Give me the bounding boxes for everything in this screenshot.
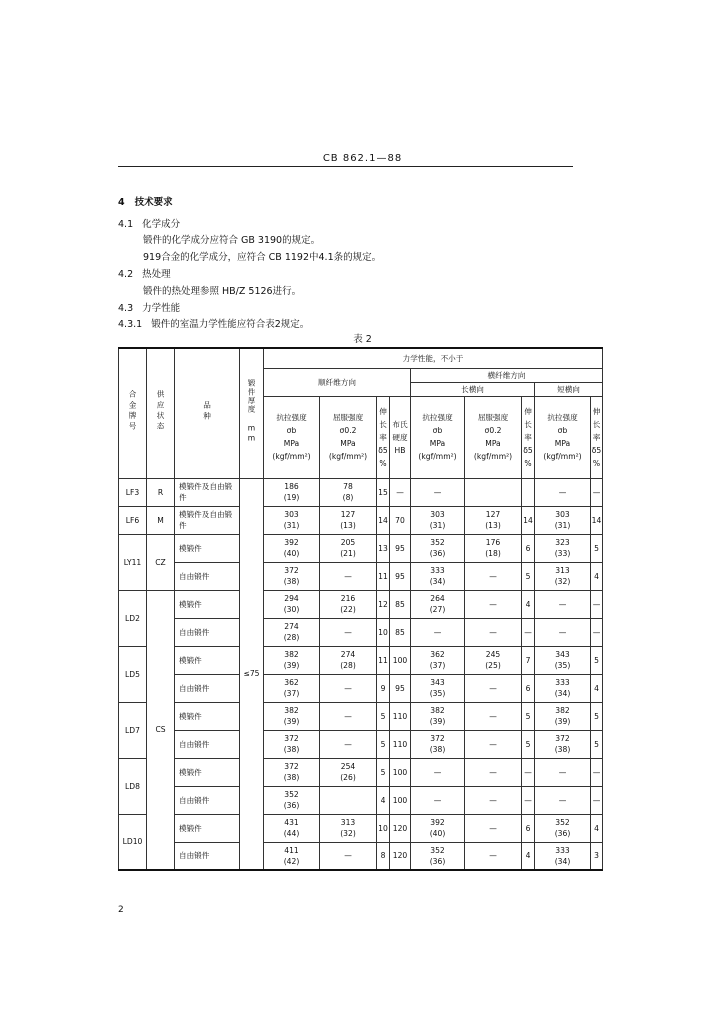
- p-hb-cell: 85: [390, 590, 411, 618]
- product-cell: 自由锻件: [175, 674, 240, 702]
- l-yield-cell: 127 (13): [465, 506, 522, 534]
- l-elong-cell: —: [522, 618, 535, 646]
- s-elong-cell: 3: [591, 842, 603, 870]
- l-yield-cell: 245 (25): [465, 646, 522, 674]
- s-elong-cell: 5: [591, 702, 603, 730]
- p-hb-cell: —: [390, 478, 411, 506]
- p-elong-cell: 14: [377, 506, 390, 534]
- p-tensile-cell: 411 (42): [264, 842, 320, 870]
- s-elong-cell: 4: [591, 814, 603, 842]
- l-tensile-cell: 343 (35): [411, 674, 465, 702]
- alloy-cell: LD8: [119, 758, 147, 814]
- clause-text: 919合金的化学成分，应符合 CB 1192中4.1条的规定。: [143, 252, 382, 263]
- clause-4-1: [118, 216, 180, 230]
- p-yield-cell: 274 (28): [320, 646, 377, 674]
- p-hb-cell: 100: [390, 786, 411, 814]
- l-tensile-cell: 303 (31): [411, 506, 465, 534]
- p-tensile-cell: 372 (38): [264, 562, 320, 590]
- clause-title: 热处理: [142, 269, 171, 280]
- s-elong-cell: 4: [591, 562, 603, 590]
- state-cell: CS: [147, 590, 175, 870]
- p-yield-cell: —: [320, 730, 377, 758]
- s-elong-header: 伸长率 δ5 %: [591, 396, 603, 478]
- p-tensile-header: 抗拉强度 σb MPa (kgf/mm²): [264, 396, 320, 478]
- table-row: [119, 758, 603, 786]
- product-cell: 自由锻件: [175, 786, 240, 814]
- p-elong-cell: 10: [377, 618, 390, 646]
- l-elong-cell: —: [522, 786, 535, 814]
- l-elong-cell: [522, 478, 535, 506]
- p-hb-cell: 95: [390, 562, 411, 590]
- mechanical-properties-table: [118, 347, 603, 871]
- product-cell: 自由锻件: [175, 842, 240, 870]
- p-yield-cell: —: [320, 674, 377, 702]
- l-elong-cell: 14: [522, 506, 535, 534]
- state-cell: R: [147, 478, 175, 506]
- p-hb-cell: 95: [390, 674, 411, 702]
- s-tensile-cell: —: [535, 478, 591, 506]
- table-row: [119, 534, 603, 562]
- l-tensile-cell: 264 (27): [411, 590, 465, 618]
- table-caption: 表 2: [353, 334, 372, 345]
- p-tensile-cell: 274 (28): [264, 618, 320, 646]
- l-tensile-cell: 362 (37): [411, 646, 465, 674]
- p-elong-cell: 5: [377, 702, 390, 730]
- l-tensile-cell: 382 (39): [411, 702, 465, 730]
- s-elong-cell: —: [591, 478, 603, 506]
- s-tensile-cell: 323 (33): [535, 534, 591, 562]
- col-product-header: 品种: [175, 348, 240, 478]
- s-tensile-cell: —: [535, 618, 591, 646]
- p-yield-cell: —: [320, 702, 377, 730]
- p-elong-cell: 8: [377, 842, 390, 870]
- product-cell: 自由锻件: [175, 618, 240, 646]
- p-hb-cell: 85: [390, 618, 411, 646]
- p-elong-cell: 11: [377, 646, 390, 674]
- p-hb-cell: 95: [390, 534, 411, 562]
- p-yield-cell: —: [320, 618, 377, 646]
- l-elong-cell: 6: [522, 534, 535, 562]
- s-elong-cell: 5: [591, 534, 603, 562]
- alloy-cell: LD2: [119, 590, 147, 646]
- l-tensile-cell: —: [411, 758, 465, 786]
- clause-4-3-1: [118, 316, 309, 330]
- s-tensile-cell: 333 (34): [535, 674, 591, 702]
- p-elong-cell: 4: [377, 786, 390, 814]
- l-yield-cell: —: [465, 562, 522, 590]
- l-tensile-cell: 392 (40): [411, 814, 465, 842]
- header-rule: [118, 166, 573, 167]
- p-hb-cell: 100: [390, 758, 411, 786]
- l-yield-cell: —: [465, 730, 522, 758]
- l-elong-cell: 6: [522, 674, 535, 702]
- l-yield-cell: [465, 478, 522, 506]
- cross-group-header: 横纤维方向: [411, 368, 603, 382]
- p-tensile-cell: 294 (30): [264, 590, 320, 618]
- table-row: [119, 730, 603, 758]
- clause-text: 锻件的热处理参照 HB/Z 5126进行。: [143, 286, 302, 297]
- s-elong-cell: —: [591, 618, 603, 646]
- p-yield-cell: 254 (26): [320, 758, 377, 786]
- p-tensile-cell: 303 (31): [264, 506, 320, 534]
- l-elong-cell: 6: [522, 814, 535, 842]
- alloy-cell: LD5: [119, 646, 147, 702]
- p-yield-cell: 313 (32): [320, 814, 377, 842]
- p-elong-cell: 5: [377, 730, 390, 758]
- p-yield-cell: —: [320, 842, 377, 870]
- short-group-header: 短横向: [535, 382, 603, 396]
- l-elong-cell: 4: [522, 842, 535, 870]
- table-row: [119, 562, 603, 590]
- s-elong-cell: 5: [591, 730, 603, 758]
- p-tensile-cell: 372 (38): [264, 758, 320, 786]
- l-yield-cell: 176 (18): [465, 534, 522, 562]
- l-elong-cell: 5: [522, 702, 535, 730]
- p-yield-cell: [320, 786, 377, 814]
- l-tensile-cell: 352 (36): [411, 534, 465, 562]
- p-hb-cell: 110: [390, 730, 411, 758]
- page-number: 2: [118, 905, 124, 915]
- section-number: 4: [118, 197, 125, 208]
- s-tensile-header: 抗拉强度 σb MPa (kgf/mm²): [535, 396, 591, 478]
- s-tensile-cell: 372 (38): [535, 730, 591, 758]
- alloy-cell: LF6: [119, 506, 147, 534]
- p-yield-cell: 78 (8): [320, 478, 377, 506]
- p-elong-cell: 10: [377, 814, 390, 842]
- p-hb-cell: 120: [390, 842, 411, 870]
- product-cell: 模锻件: [175, 646, 240, 674]
- product-cell: 模锻件: [175, 590, 240, 618]
- clause-number: 4.3.1: [118, 319, 143, 330]
- clause-number: 4.1: [118, 219, 134, 230]
- l-yield-cell: —: [465, 618, 522, 646]
- p-elong-cell: 13: [377, 534, 390, 562]
- p-hb-cell: 110: [390, 702, 411, 730]
- product-cell: 自由锻件: [175, 730, 240, 758]
- l-elong-cell: 7: [522, 646, 535, 674]
- l-tensile-cell: —: [411, 478, 465, 506]
- p-yield-cell: 127 (13): [320, 506, 377, 534]
- p-hb-cell: 120: [390, 814, 411, 842]
- table-row: [119, 674, 603, 702]
- l-tensile-cell: 372 (38): [411, 730, 465, 758]
- table-row: [119, 590, 603, 618]
- p-tensile-cell: 382 (39): [264, 646, 320, 674]
- s-tensile-cell: 303 (31): [535, 506, 591, 534]
- s-elong-cell: 4: [591, 674, 603, 702]
- l-tensile-cell: —: [411, 786, 465, 814]
- state-cell: CZ: [147, 534, 175, 590]
- table-row: [119, 478, 603, 506]
- s-elong-cell: —: [591, 786, 603, 814]
- clause-text: 锻件的化学成分应符合 GB 3190的规定。: [143, 235, 321, 246]
- alloy-cell: LD10: [119, 814, 147, 870]
- l-tensile-header: 抗拉强度 σb MPa (kgf/mm²): [411, 396, 465, 478]
- p-tensile-cell: 186 (19): [264, 478, 320, 506]
- p-tensile-cell: 372 (38): [264, 730, 320, 758]
- s-tensile-cell: —: [535, 786, 591, 814]
- clause-title: 力学性能: [142, 303, 181, 314]
- product-cell: 模锻件: [175, 702, 240, 730]
- s-elong-cell: —: [591, 590, 603, 618]
- alloy-cell: LY11: [119, 534, 147, 590]
- p-tensile-cell: 362 (37): [264, 674, 320, 702]
- running-header: CB 862.1—88: [322, 153, 403, 164]
- l-elong-cell: —: [522, 758, 535, 786]
- l-tensile-cell: —: [411, 618, 465, 646]
- l-tensile-cell: 352 (36): [411, 842, 465, 870]
- p-elong-cell: 12: [377, 590, 390, 618]
- clause-text: 锻件的室温力学性能应符合表2规定。: [151, 319, 310, 330]
- p-tensile-cell: 382 (39): [264, 702, 320, 730]
- table-row: [119, 618, 603, 646]
- l-elong-header: 伸长率 δ5 %: [522, 396, 535, 478]
- p-hb-cell: 70: [390, 506, 411, 534]
- l-elong-cell: 5: [522, 562, 535, 590]
- p-hb-header: 布氏硬度 HB: [390, 396, 411, 478]
- clause-title: 化学成分: [142, 219, 181, 230]
- parallel-group-header: 顺纤维方向: [264, 368, 411, 396]
- product-cell: 模锻件: [175, 758, 240, 786]
- l-elong-cell: 5: [522, 730, 535, 758]
- l-yield-cell: —: [465, 702, 522, 730]
- table-row: [119, 842, 603, 870]
- table-row: [119, 814, 603, 842]
- table-row: [119, 702, 603, 730]
- s-tensile-cell: 333 (34): [535, 842, 591, 870]
- p-yield-cell: 216 (22): [320, 590, 377, 618]
- alloy-cell: LD7: [119, 702, 147, 758]
- product-cell: 模锻件及自由锻件: [175, 506, 240, 534]
- mech-group-header: 力学性能，不小于: [264, 348, 603, 368]
- thickness-cell: ≤75: [240, 478, 264, 870]
- s-elong-cell: 5: [591, 646, 603, 674]
- p-tensile-cell: 352 (36): [264, 786, 320, 814]
- p-elong-cell: 11: [377, 562, 390, 590]
- clause-4-2: [118, 266, 171, 280]
- l-yield-cell: —: [465, 814, 522, 842]
- table-row: [119, 786, 603, 814]
- s-tensile-cell: 313 (32): [535, 562, 591, 590]
- p-yield-header: 屈服强度 σ0.2 MPa (kgf/mm²): [320, 396, 377, 478]
- p-tensile-cell: 392 (40): [264, 534, 320, 562]
- table-row: [119, 646, 603, 674]
- state-cell: M: [147, 506, 175, 534]
- product-cell: 模锻件: [175, 534, 240, 562]
- p-yield-cell: 205 (21): [320, 534, 377, 562]
- s-tensile-cell: —: [535, 590, 591, 618]
- p-yield-cell: —: [320, 562, 377, 590]
- s-tensile-cell: 382 (39): [535, 702, 591, 730]
- long-group-header: 长横向: [411, 382, 535, 396]
- p-elong-header: 伸长率 δ5 %: [377, 396, 390, 478]
- l-yield-header: 屈服强度 σ0.2 MPa (kgf/mm²): [465, 396, 522, 478]
- s-tensile-cell: 343 (35): [535, 646, 591, 674]
- product-cell: 模锻件及自由锻件: [175, 478, 240, 506]
- s-tensile-cell: —: [535, 758, 591, 786]
- l-yield-cell: —: [465, 842, 522, 870]
- p-elong-cell: 15: [377, 478, 390, 506]
- l-yield-cell: —: [465, 590, 522, 618]
- s-tensile-cell: 352 (36): [535, 814, 591, 842]
- l-yield-cell: —: [465, 674, 522, 702]
- col-state-header: 供应状态: [147, 348, 175, 478]
- p-elong-cell: 9: [377, 674, 390, 702]
- col-alloy-header: 合金牌号: [119, 348, 147, 478]
- section-heading: [118, 194, 173, 208]
- p-hb-cell: 100: [390, 646, 411, 674]
- clause-4-3: [118, 300, 180, 314]
- l-elong-cell: 4: [522, 590, 535, 618]
- clause-number: 4.3: [118, 303, 134, 314]
- alloy-cell: LF3: [119, 478, 147, 506]
- s-elong-cell: —: [591, 758, 603, 786]
- l-yield-cell: —: [465, 758, 522, 786]
- p-elong-cell: 5: [377, 758, 390, 786]
- clause-number: 4.2: [118, 269, 134, 280]
- section-title: 技术要求: [134, 197, 173, 208]
- p-tensile-cell: 431 (44): [264, 814, 320, 842]
- s-elong-cell: 14: [591, 506, 603, 534]
- l-tensile-cell: 333 (34): [411, 562, 465, 590]
- l-yield-cell: —: [465, 786, 522, 814]
- col-thickness-header: 锻件厚度 mm: [240, 348, 264, 478]
- table-row: [119, 506, 603, 534]
- product-cell: 自由锻件: [175, 562, 240, 590]
- product-cell: 模锻件: [175, 814, 240, 842]
